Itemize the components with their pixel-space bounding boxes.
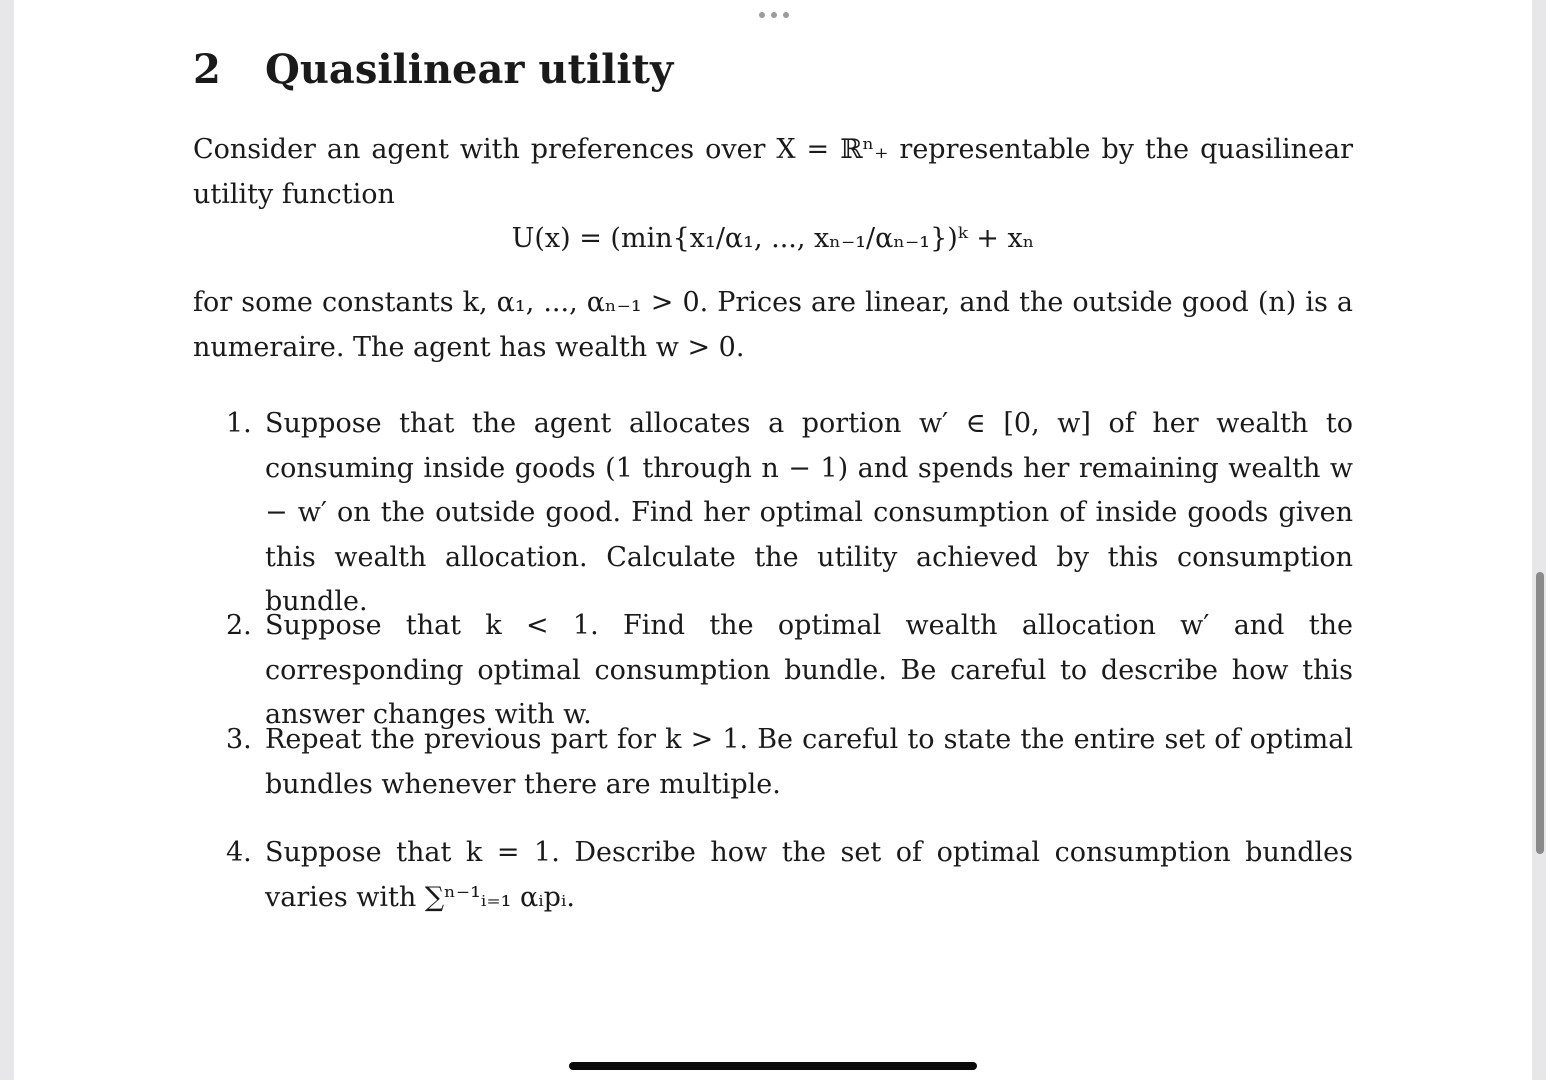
dot [759,12,765,18]
section-heading [193,42,673,98]
utility-equation: U(x) = (min{x₁/α₁, ..., xₙ₋₁/αₙ₋₁})ᵏ + xₙ [511,223,1035,254]
problem-text: Suppose that k = 1. Describe how the set of optimal consumption bundles varies with ∑ⁿ⁻¹ᵢ₌₁ αᵢpᵢ. [265,837,1353,913]
problem-item-1 [193,402,1353,625]
problem-item-4 [193,831,1353,920]
problem-number: 2. [226,610,252,641]
problem-number: 3. [226,724,252,755]
intro-paragraph: Consider an agent with preferences over X = ℝⁿ₊ representable by the quasilinear utility function [193,134,1353,210]
problem-text: Suppose that the agent allocates a portion w′ ∈ [0, w] of her wealth to consuming inside goods (1 through n − 1) and spends her remaining wealth w − w′ on the outside good. Find her optimal consumption of inside goods given this wealth allocation. Calculate the utility achieved by this consumption bundle. [265,408,1353,617]
dot [771,12,777,18]
problem-text: Suppose that k < 1. Find the optimal wealth allocation w′ and the corresponding optimal consumption bundle. Be careful to describe how this answer changes with w. [265,610,1353,730]
problem-number: 4. [226,837,252,868]
constants-paragraph: for some constants k, α₁, ..., αₙ₋₁ > 0. Prices are linear, and the outside good (n) is a numeraire. The agent has wealth w > 0. [193,287,1353,363]
home-indicator[interactable] [569,1062,977,1070]
dot [783,12,789,18]
scrollbar-thumb[interactable] [1536,572,1544,854]
section-title: Quasilinear utility [265,46,674,93]
more-horizontal-icon[interactable] [759,10,789,20]
problem-number: 1. [226,408,252,439]
problem-text: Repeat the previous part for k > 1. Be careful to state the entire set of optimal bundles whenever there are multiple. [265,724,1353,800]
section-number: 2 [193,46,221,93]
problem-item-3 [193,718,1353,807]
